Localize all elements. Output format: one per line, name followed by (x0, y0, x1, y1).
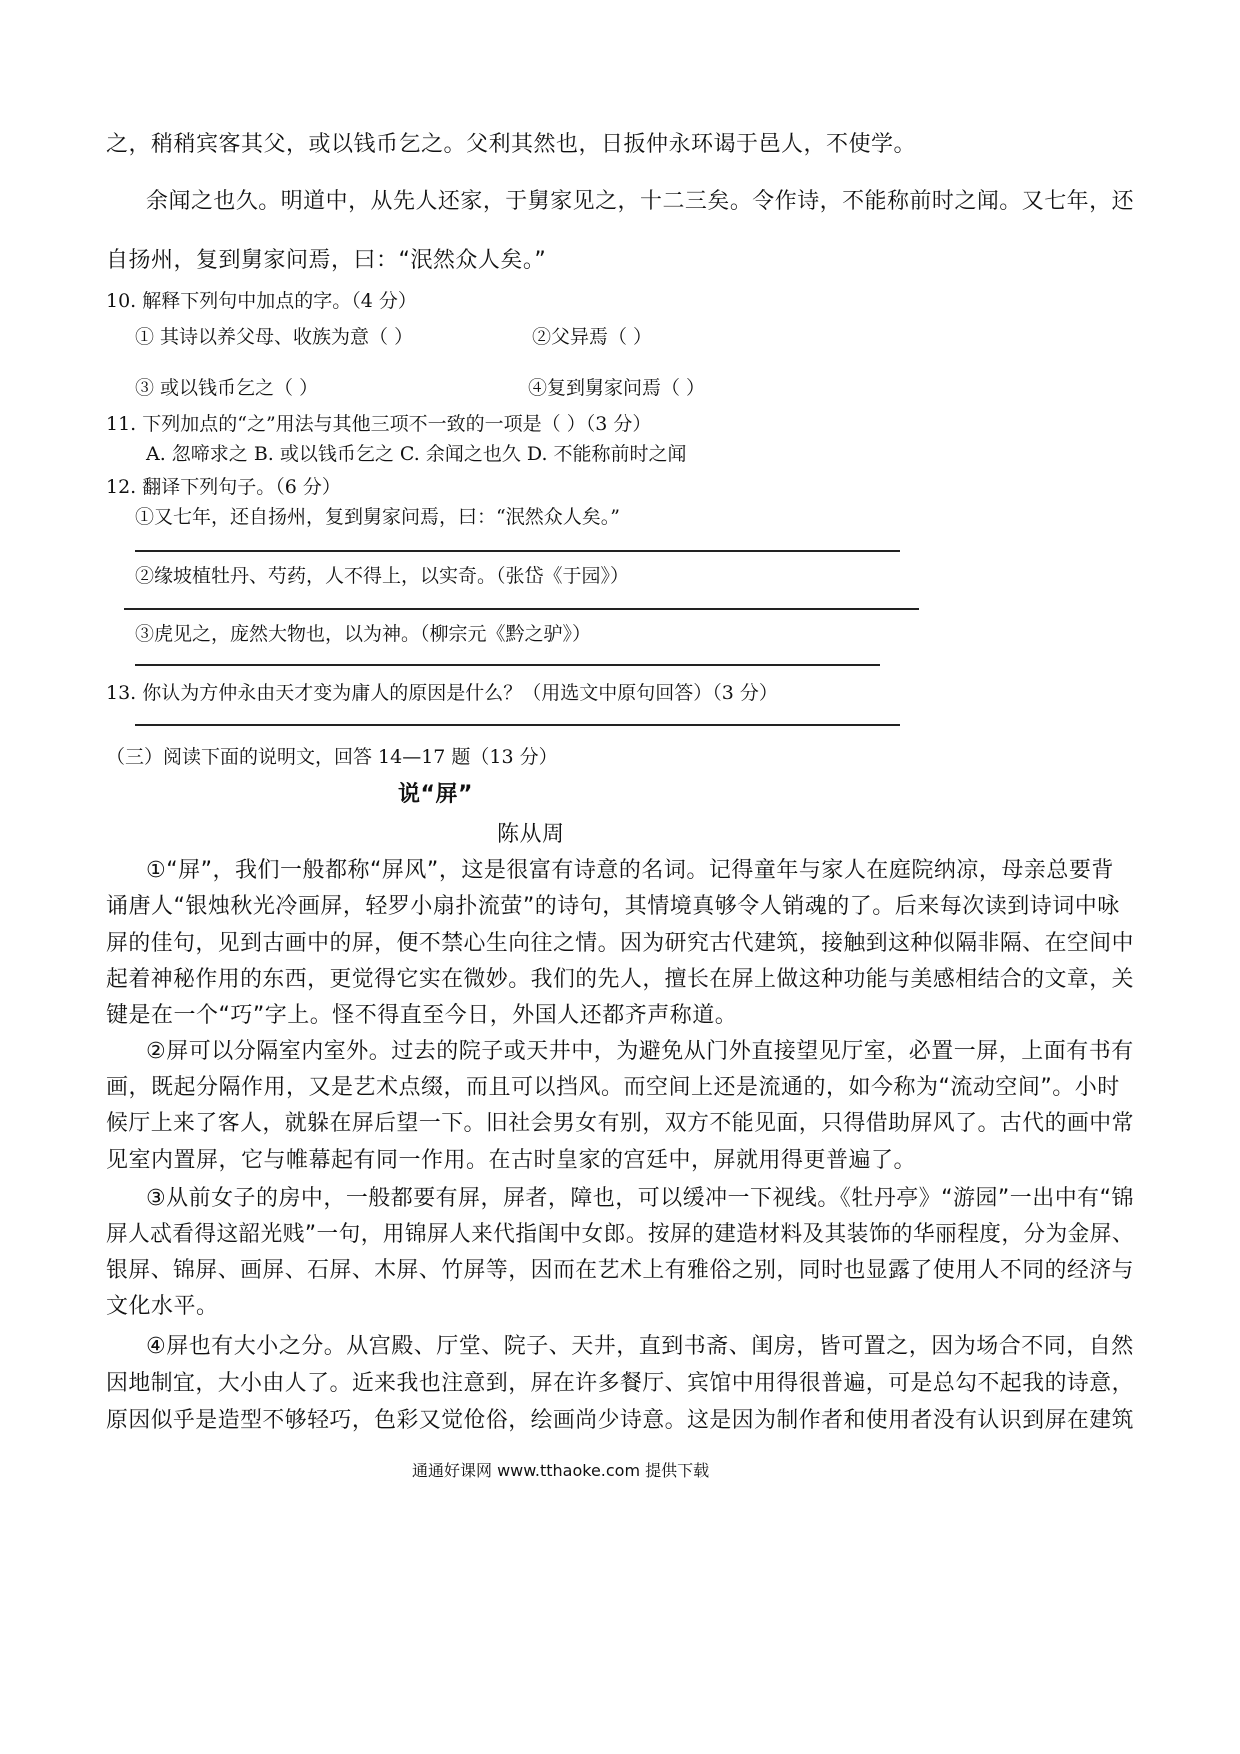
article-p1-line-4: 起着神秘作用的东西，更觉得它实在微妙。我们的先人，擅长在屏上做这种功能与美感相结合的文章，关 (106, 967, 1134, 992)
q10-item-b: ②父异焉（ ） (532, 326, 653, 348)
footer-credit: 通通好课网 www.tthaoke.com 提供下载 (412, 1461, 710, 1480)
q12-sentence-2: ②缘坡植牡丹、芍药，人不得上，以实奇。（张岱《于园》） (135, 565, 630, 587)
answer-line-4[interactable] (135, 724, 900, 726)
q10-item-d: ④复到舅家问焉（ ） (528, 377, 706, 399)
q10-item-c: ③ 或以钱币乞之（ ） (135, 377, 319, 399)
article-p3-line-2: 屏人忒看得这韶光贱”一句，用锦屏人来代指闺中女郎。按屏的建造材料及其装饰的华丽程度，分为金屏、 (106, 1222, 1134, 1247)
article-p1-line-5: 键是在一个“巧”字上。怪不得直至今日，外国人还都齐声称道。 (106, 1003, 738, 1028)
article-p1-line-2: 诵唐人“银烛秋光冷画屏，轻罗小扇扑流萤”的诗句，其情境真够令人销魂的了。后来每次读到诗词中咏 (106, 894, 1120, 919)
article-p2-line-1: ②屏可以分隔室内室外。过去的院子或天井中，为避免从门外直接望见厅室，必置一屏，上面有书有 (146, 1039, 1134, 1064)
section-heading: （三）阅读下面的说明文，回答 14—17 题（13 分） (106, 746, 558, 768)
article-p1-line-3: 屏的佳句，见到古画中的屏，便不禁心生向往之情。因为研究古代建筑，接触到这种似隔非隔、在空间中 (106, 931, 1134, 956)
answer-line-1[interactable] (135, 550, 900, 552)
article-p4-line-2: 因地制宜，大小由人了。近来我也注意到，屏在许多餐厅、宾馆中用得很普遍，可是总勾不起我的诗意， (106, 1371, 1134, 1396)
article-p1-line-1: ①“屏”，我们一般都称“屏风”，这是很富有诗意的名词。记得童年与家人在庭院纳凉，母亲总要背 (146, 858, 1114, 883)
q10-item-a: ① 其诗以养父母、收族为意（ ） (135, 326, 414, 348)
article-p2-line-4: 见室内置屏，它与帷幕起有同一作用。在古时皇家的宫廷中，屏就用得更普遍了。 (106, 1148, 917, 1173)
article-p4-line-3: 原因似乎是造型不够轻巧，色彩又觉伧俗，绘画尚少诗意。这是因为制作者和使用者没有认识到屏在建筑 (106, 1408, 1134, 1433)
q12-stem: 12. 翻译下列句子。（6 分） (106, 476, 341, 498)
q11-stem: 11. 下列加点的“之”用法与其他三项不一致的一项是（ ）（3 分） (106, 413, 652, 435)
article-p4-line-1: ④屏也有大小之分。从宫殿、厅堂、院子、天井，直到书斋、闺房，皆可置之，因为场合不同，自然 (146, 1334, 1134, 1359)
passage-line-1: 之，稍稍宾客其父，或以钱币乞之。父利其然也，日扳仲永环谒于邑人，不使学。 (106, 132, 917, 157)
article-author: 陈从周 (497, 822, 565, 847)
q10-stem: 10. 解释下列句中加点的字。（4 分） (106, 290, 417, 312)
passage-line-2: 余闻之也久。明道中，从先人还家，于舅家见之，十二三矣。令作诗，不能称前时之闻。又七年，还 (146, 189, 1135, 214)
article-p2-line-2: 画，既起分隔作用，又是艺术点缀，而且可以挡风。而空间上还是流通的，如今称为“流动空间”。小时 (106, 1075, 1120, 1100)
article-title: 说“屏” (398, 782, 473, 807)
article-p3-line-4: 文化水平。 (106, 1294, 219, 1319)
q13-stem: 13. 你认为方仲永由天才变为庸人的原因是什么？（用选文中原句回答）（3 分） (106, 682, 778, 704)
article-p3-line-3: 银屏、锦屏、画屏、石屏、木屏、竹屏等，因而在艺术上有雅俗之别，同时也显露了使用人不同的经济与 (106, 1258, 1134, 1283)
passage-line-3: 自扬州，复到舅家问焉，曰：“泯然众人矣。” (106, 248, 547, 273)
article-p2-line-3: 候厅上来了客人，就躲在屏后望一下。旧社会男女有别，双方不能见面，只得借助屏风了。古代的画中常 (106, 1111, 1134, 1136)
answer-line-3[interactable] (135, 664, 880, 666)
q11-options: A. 忽啼求之 B. 或以钱币乞之 C. 余闻之也久 D. 不能称前时之闻 (146, 443, 687, 465)
answer-line-2[interactable] (124, 608, 919, 610)
q12-sentence-1: ①又七年，还自扬州，复到舅家问焉，曰：“泯然众人矣。” (135, 506, 620, 528)
article-p3-line-1: ③从前女子的房中，一般都要有屏，屏者，障也，可以缓冲一下视线。《牡丹亭》“游园”一出中有“锦 (146, 1186, 1134, 1211)
q12-sentence-3: ③虎见之，庞然大物也，以为神。（柳宗元《黔之驴》） (135, 623, 592, 645)
